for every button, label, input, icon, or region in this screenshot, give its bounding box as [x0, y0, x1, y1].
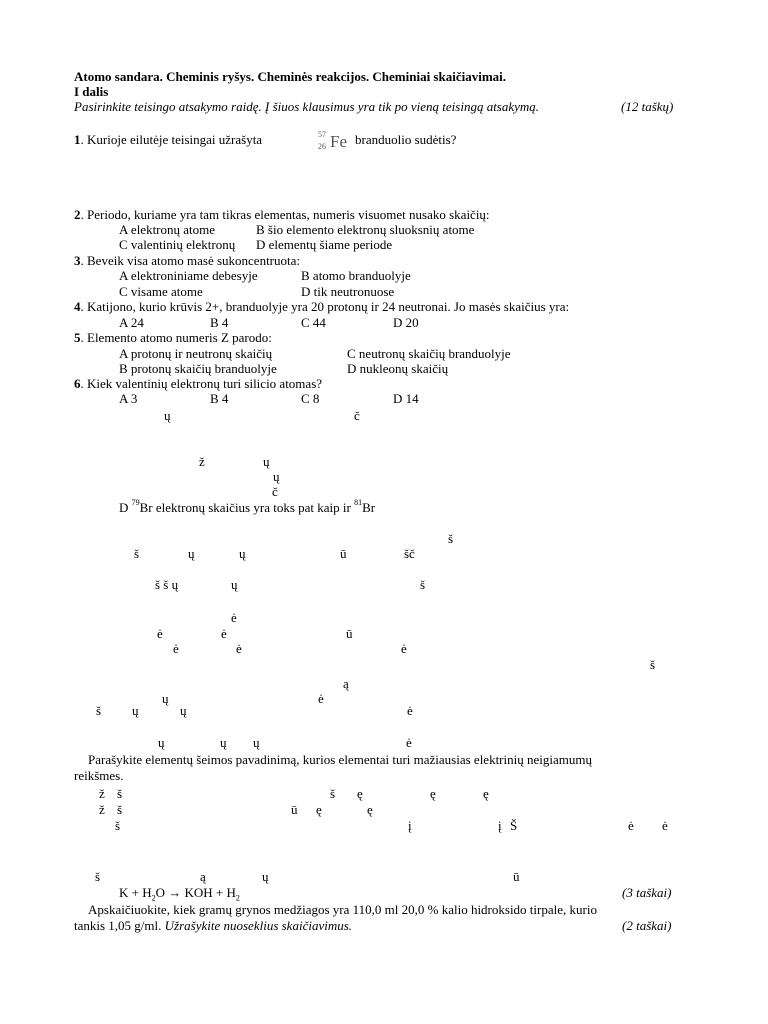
text-fragment: ę	[430, 786, 436, 801]
option-d-isotopes	[119, 500, 375, 515]
question-text: . Kiek valentinių elektronų turi silicio atomas?	[80, 376, 323, 391]
text-fragment: ų	[263, 454, 270, 469]
question-5	[74, 330, 272, 345]
text-fragment: ų	[231, 577, 238, 592]
density-text: tankis 1,05 g/ml.	[74, 918, 162, 933]
option-c: C visame atome	[119, 284, 203, 299]
question-families: Parašykite elementų šeimos pavadinimą, kurios elementai turi mažiausias elektrinių neigiamumų	[88, 752, 592, 767]
question-1-tail: branduolio sudėtis?	[355, 132, 457, 147]
option-a: A elektronų atome	[119, 222, 216, 237]
text-fragment: ų	[239, 546, 246, 561]
text-fragment: ę	[316, 802, 322, 817]
text-fragment: ė	[318, 691, 324, 706]
question-1	[74, 132, 262, 147]
question-text: . Periodo, kuriame yra tam tikras elementas, numeris visuomet nusako skaičių:	[80, 207, 490, 222]
option-d: D 14	[393, 391, 419, 406]
question-2	[74, 207, 490, 222]
text-fragment: ų	[180, 703, 187, 718]
question-calculation-cont	[74, 918, 352, 933]
text-fragment: ę	[367, 802, 373, 817]
isotope-text: Br elektronų skaičius yra toks pat kaip ir	[139, 500, 355, 515]
option-letter: D	[119, 500, 132, 515]
question-text: . Elemento atomo numeris Z parodo:	[80, 330, 272, 345]
text-fragment: š	[115, 818, 121, 833]
document-title: Atomo sandara. Cheminis ryšys. Cheminės reakcijos. Cheminiai skaičiavimai.	[74, 69, 507, 84]
isotope-symbol: Br	[362, 500, 376, 515]
text-fragment: ū	[340, 546, 347, 561]
text-fragment: ė	[401, 641, 407, 656]
subscript: 2	[151, 893, 156, 903]
option-d: D elementų šiame periode	[256, 237, 393, 252]
text-fragment: ė	[231, 610, 237, 625]
text-fragment: ž	[199, 454, 205, 469]
text-fragment: č	[272, 484, 278, 499]
text-fragment: į	[408, 818, 412, 833]
text-fragment: ė	[221, 626, 227, 641]
question-calculation: Apskaičiuokite, kiek gramų grynos medžiagos yra 110,0 ml 20,0 % kalio hidroksido tirpale, kurio	[88, 902, 597, 917]
question-number: 5	[74, 330, 81, 345]
text-fragment: š	[95, 869, 101, 884]
text-fragment: ž	[99, 802, 105, 817]
option-d: D tik neutronuose	[301, 284, 395, 299]
text-fragment: ų	[273, 469, 280, 484]
text-fragment: ė	[662, 818, 668, 833]
option-d: D nukleonų skaičių	[347, 361, 449, 376]
question-text: . Beveik visa atomo masė sukoncentruota:	[80, 253, 301, 268]
text-fragment: ų	[220, 735, 227, 750]
option-b: B 4	[210, 315, 229, 330]
nuclide-symbol	[318, 131, 354, 153]
text-fragment: ė	[406, 735, 412, 750]
text-fragment: ų	[132, 703, 139, 718]
equation-rhs: KOH + H	[184, 885, 236, 900]
element-symbol: Fe	[330, 132, 347, 151]
text-fragment: ą	[200, 869, 206, 884]
text-fragment: š	[134, 546, 140, 561]
instruction-text: Pasirinkite teisingo atsakymo raidę. Į šiuos klausimus yra tik po vieną teisingą atsakymą.	[74, 99, 540, 114]
text-fragment: šč	[404, 546, 415, 561]
part-label: I dalis	[74, 84, 109, 99]
text-fragment: ę	[483, 786, 489, 801]
option-d: D 20	[393, 315, 419, 330]
text-fragment: š	[650, 657, 656, 672]
reaction-equation	[119, 885, 240, 903]
question-number: 4	[74, 299, 81, 314]
section-points: (12 taškų)	[621, 99, 674, 114]
text-fragment: ų	[253, 735, 260, 750]
text-fragment: ė	[407, 703, 413, 718]
text-fragment: š	[117, 786, 123, 801]
text-fragment: ą	[343, 676, 349, 691]
atomic-number: 26	[318, 142, 326, 151]
text-fragment: ž	[99, 786, 105, 801]
option-c: C 44	[301, 315, 326, 330]
text-fragment: ė	[173, 641, 179, 656]
text-fragment: ė	[157, 626, 163, 641]
text-fragment: š	[96, 703, 102, 718]
question-text: . Kurioje eilutėje teisingai užrašyta	[80, 132, 263, 147]
text-fragment: ū	[291, 802, 298, 817]
arrow: →	[165, 885, 185, 900]
option-c: C valentinių elektronų	[119, 237, 236, 252]
text-fragment: ų	[262, 869, 269, 884]
option-c: C neutronų skaičių branduolyje	[347, 346, 511, 361]
subscript: 2	[235, 893, 240, 903]
question-families-cont: reikšmes.	[74, 768, 124, 783]
text-fragment: ų	[158, 735, 165, 750]
text-fragment: š	[420, 577, 426, 592]
question-number: 1	[74, 132, 81, 147]
option-c: C 8	[301, 391, 320, 406]
option-a: A protonų ir neutronų skaičių	[119, 346, 273, 361]
text-fragment: į	[498, 818, 502, 833]
text-fragment: ū	[513, 869, 520, 884]
text-fragment: ė	[628, 818, 634, 833]
question-number: 3	[74, 253, 81, 268]
option-b: B 4	[210, 391, 229, 406]
question-4	[74, 299, 569, 314]
text-fragment: č	[354, 408, 360, 423]
option-b: B protonų skaičių branduolyje	[119, 361, 277, 376]
text-fragment: š	[117, 802, 123, 817]
mass-number: 57	[318, 130, 326, 139]
isotope-mass: 79	[131, 498, 140, 507]
text-fragment: ų	[164, 408, 171, 423]
calc-instruction: Užrašykite nuoseklius skaičiavimus.	[164, 918, 353, 933]
question-number: 2	[74, 207, 81, 222]
option-a: A 24	[119, 315, 144, 330]
equation-part: O	[155, 885, 165, 900]
option-a: A 3	[119, 391, 138, 406]
question-text: . Katijono, kurio krūvis 2+, branduolyje yra 20 protonų ir 24 neutronai. Jo masės skaičius yra:	[80, 299, 570, 314]
text-fragment: ū	[346, 626, 353, 641]
text-fragment: ę	[357, 786, 363, 801]
isotope-mass: 81	[354, 498, 363, 507]
option-a: A elektroniniame debesyje	[119, 268, 258, 283]
reaction-points: (3 taškai)	[622, 885, 672, 900]
text-fragment: ų	[162, 691, 169, 706]
question-6	[74, 376, 322, 391]
option-b: B šio elemento elektronų sluoksnių atome	[256, 222, 475, 237]
text-fragment: Š	[510, 818, 518, 833]
option-b: B atomo branduolyje	[301, 268, 411, 283]
text-fragment: š š ų	[155, 577, 179, 592]
text-fragment: š	[330, 786, 336, 801]
text-fragment: š	[448, 531, 454, 546]
calculation-points: (2 taškai)	[622, 918, 672, 933]
text-fragment: ė	[236, 641, 242, 656]
question-number: 6	[74, 376, 81, 391]
question-3	[74, 253, 300, 268]
text-fragment: ų	[188, 546, 195, 561]
equation-lhs: K + H	[119, 885, 152, 900]
